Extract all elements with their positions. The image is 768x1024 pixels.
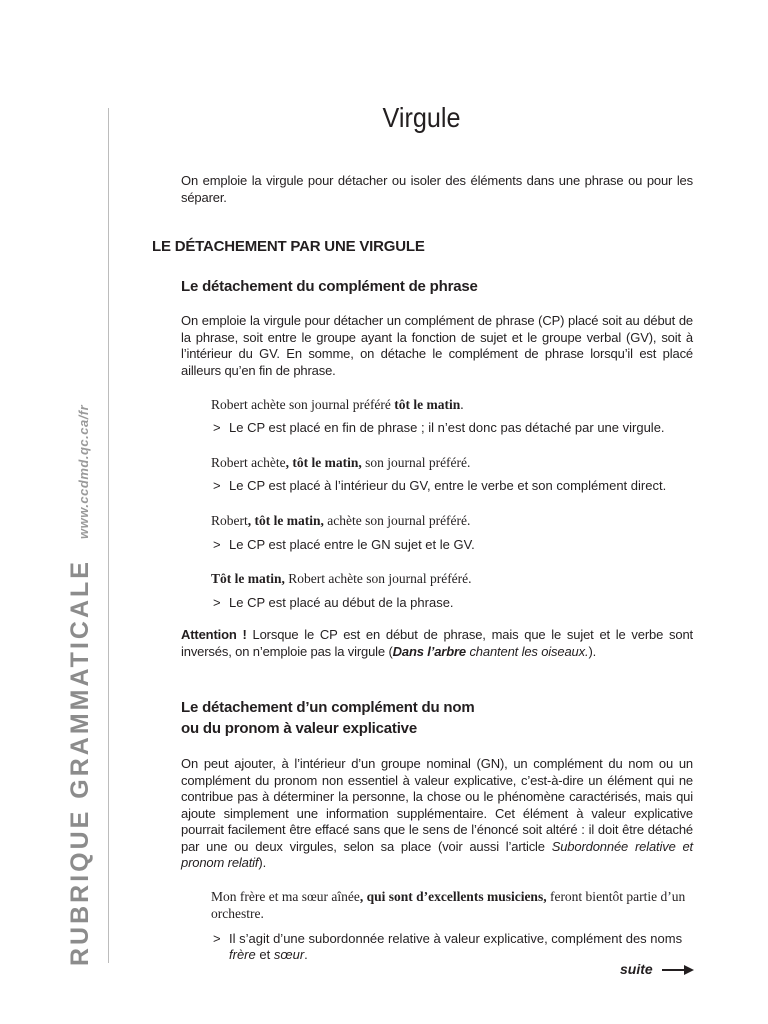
subsection-heading-complement: Le détachement d’un complément du nom ou du pronom à valeur explicative — [181, 699, 475, 737]
complement-paragraph: On peut ajouter, à l’intérieur d’un groupe nominal (GN), un complément du nom ou un complément du pronom non essentiel à valeur explicative, c’est-à-dire un élément qui ne contribue pas à déterminer la personne, la chose ou le phénomène caractérisés, mais qui ajoute simplement une information supplémentaire. Cet élément à valeur explicative pourrait facilement être effacé sans que le sens de l’énoncé soit altéré : il doit être détaché par une ou deux virgules, selon sa place (voir aussi l’article Subordonnée relative et pronom relatif). — [181, 756, 694, 870]
attention-label: Attention ! — [181, 627, 247, 642]
cp-paragraph: On emploie la virgule pour détacher un complément de phrase (CP) placé soit au début de la phrase, soit entre le groupe ayant la fonction de sujet et le groupe verbal (GV), soit à l’intérieur du GV. En somme, on détache le complément de phrase lorsqu’il est placé ailleurs qu’en fin de phrase. — [181, 313, 693, 378]
sidebar — [66, 404, 106, 970]
example-note: > Il s’agit d’une subordonnée relative à valeur explicative, complément des noms frère et sœur. — [213, 931, 683, 962]
example-sentence: Robert achète, tôt le matin, son journal préféré. — [211, 455, 471, 470]
example-note: > Le CP est placé à l’intérieur du GV, entre le verbe et son complément direct. — [213, 478, 667, 493]
page-title: Virgule — [382, 102, 461, 133]
example-sentence: Robert, tôt le matin, achète son journal préféré. — [211, 513, 471, 528]
sidebar-brand — [66, 405, 95, 966]
example-note: > Le CP est placé au début de la phrase. — [213, 595, 454, 610]
section-heading: LE DÉTACHEMENT PAR UNE VIRGULE — [152, 238, 425, 255]
continue-label[interactable]: suite — [620, 961, 653, 977]
subsection-heading-cp: Le détachement du complément de phrase — [181, 278, 478, 295]
website-url[interactable]: www.ccdmd.qc.ca/fr — [76, 404, 91, 540]
example-sentence: Robert achète son journal préféré tôt le matin. — [211, 397, 464, 412]
margin-divider — [108, 108, 109, 963]
rubrique-label: RUBRIQUE GRAMMATICALE — [66, 559, 94, 966]
example-sentence: Tôt le matin, Robert achète son journal préféré. — [211, 571, 472, 586]
attention-note: Attention ! Lorsque le CP est en début de phrase, mais que le sujet et le verbe sont inversés, on n’emploie pas la virgule (Dans l’arbre chantent les oiseaux.). — [181, 627, 693, 659]
arrow-right-icon[interactable] — [662, 963, 694, 977]
example-sentence: Mon frère et ma sœur aînée, qui sont d’excellents musiciens, feront bientôt partie d’un orchestre. — [211, 889, 686, 921]
example-note: > Le CP est placé en fin de phrase ; il n’est donc pas détaché par une virgule. — [213, 420, 665, 435]
intro-paragraph: On emploie la virgule pour détacher ou isoler des éléments dans une phrase ou pour les séparer. — [181, 173, 693, 205]
example-note: > Le CP est placé entre le GN sujet et le GV. — [213, 537, 475, 552]
